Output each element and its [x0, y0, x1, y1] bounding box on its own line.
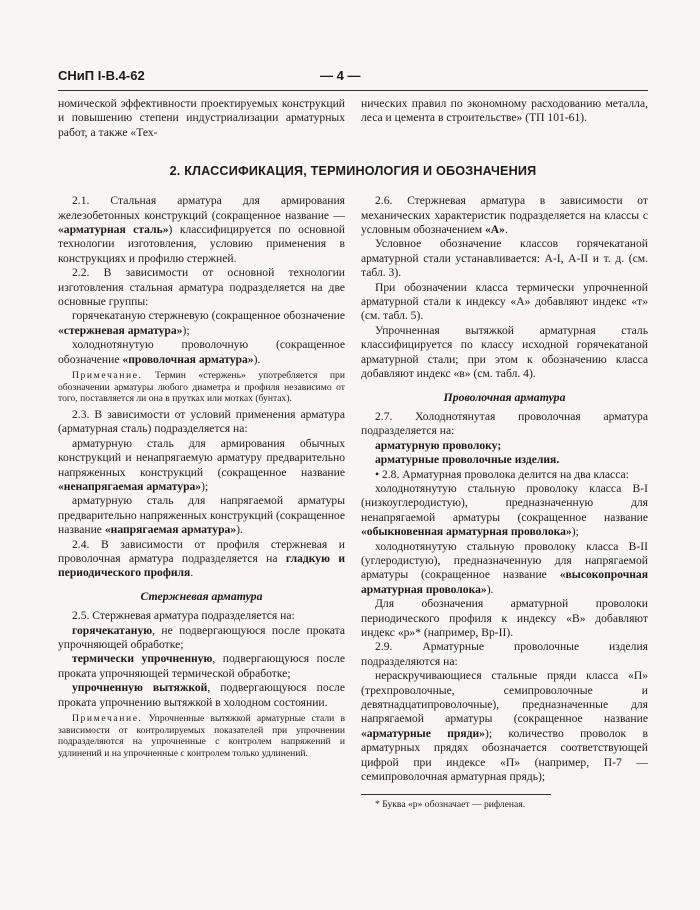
list-item: горячекатаную, не подвергающуюся после проката упрочняющей обработке; [58, 623, 345, 651]
paragraph-text: При обозначении класса термически упрочненной арматурной стали к индексу «А» добавляют индекс «т» (см. табл. 5). [361, 280, 648, 323]
paragraph-2-7: 2.7. Холоднотянутая проволочная арматура подразделяется на: [361, 409, 648, 438]
header-rule [58, 90, 648, 91]
intro-left-text: номической эффективности проектируемых конструкций и повышению степени индустриализации арматурных работ, а также «Тех- [58, 97, 345, 139]
paragraph-2-3: 2.3. В зависимости от условий применения арматура (арматурная сталь) подразделяется на: [58, 407, 345, 436]
note-2: Примечание. Упрочненные вытяжкой арматурные стали в зависимости от контролируемых показателей при упрочнении подразделяются на упрочненные с контролем напряжений и удлинений и на упрочненные с контролем только удлинений. [58, 713, 345, 759]
right-column [361, 194, 648, 811]
list-item: арматурную сталь для армирования обычных конструкций и ненапрягаемую арматуру предварительно напряженных конструкций (сокращенное название «ненапрягаемая арматура»); [58, 436, 345, 493]
intro-columns [58, 97, 648, 140]
footnote: * Буква «р» обозначает — рифленая. [375, 799, 526, 811]
note-1: Примечание. Термин «стержень» употребляется при обозначении арматуры любого диаметра и профиля независимо от того, поставляется ли она в прутках или мотках (бунтах). [58, 370, 345, 405]
intro-right-text: нических правил по экономному расходованию металла, леса и цемента в строительстве» (ТП 101-61). [361, 97, 648, 125]
paragraph-text: Условное обозначение классов горячекатаной арматурной стали устанавливается: А-I, А-II и т. д. (см. табл. 3). [361, 237, 648, 280]
list-item: холоднотянутую проволочную (сокращенное обозначение «проволочная арматура»). [58, 338, 345, 366]
left-column [58, 194, 345, 811]
list-item: арматурные проволочные изделия. [375, 453, 560, 467]
paragraph-text: Упрочненная вытяжкой арматурная сталь классифицируется по классу исходной горячекатаной арматурной стали; при этом к обозначению класса добавляют индекс «в» (см. табл. 4). [361, 323, 648, 381]
paragraph-2-8: • 2.8. Арматурная проволока делится на два класса: [375, 467, 629, 481]
paragraph-text: Для обозначения арматурной проволоки периодического профиля к индексу «В» добавляют индекс «р»* (например, Вр-II). [361, 597, 648, 639]
document-page [58, 68, 648, 811]
list-item: нераскручивающиеся стальные пряди класса «П» (трехпроволочные, семипроволочные и девятнадцатипроволочные), предназначенные для напрягаемой арматуры (сокращенное название «арматурные пряди»); количество проволок в арматурных прядях обозначается соответствующей цифрой при индексе «П» (например, П-7 — семипроволочная арматурная прядь); [361, 669, 648, 784]
list-item: арматурную сталь для напрягаемой арматуры предварительно напряженных конструкций (сокращенное название «напрягаемая арматура»). [58, 494, 345, 537]
page-number: — 4 — [320, 68, 361, 83]
page-header [58, 68, 648, 90]
section-title: 2. КЛАССИФИКАЦИЯ, ТЕРМИНОЛОГИЯ И ОБОЗНАЧЕНИЯ [169, 164, 537, 179]
paragraph-2-1: 2.1. Стальная арматура для армирования железобетонных конструкций (сокращенное название — «арматурная сталь») классифицируется по основной технологии изготовления, условию применения в конструкциях и профилю стержней. [58, 194, 345, 265]
paragraph-2-5: 2.5. Стержневая арматура подразделяется на: [72, 609, 295, 623]
document-code: СНиП I-В.4-62 [58, 68, 145, 83]
list-item: холоднотянутую стальную проволоку класса В-I (низкоуглеродистую), предназначенную для ненапрягаемой арматуры (сокращенное название «обыкновенная арматурная проволока»); [361, 481, 648, 539]
subheading-wire-reinforcement: Проволочная арматура [443, 389, 566, 404]
list-item: холоднотянутую стальную проволоку класса В-II (углеродистую), предназначенную для напрягаемой арматуры (сокращенное название «высокопрочная арматурная проволока»). [361, 539, 648, 596]
paragraph-2-9: 2.9. Арматурные проволочные изделия подразделяются на: [361, 640, 648, 668]
list-item: термически упрочненную, подвергающуюся после проката упрочняющей термической обработке; [58, 652, 345, 680]
subheading-rod-reinforcement: Стержневая арматура [140, 588, 263, 603]
paragraph-2-4: 2.4. В зависимости от профиля стержневая и проволочная арматура подразделяется на гладкую и периодического профиля. [58, 537, 345, 580]
list-item: арматурную проволоку; [375, 438, 502, 452]
body-columns [58, 194, 648, 811]
list-item: упрочненную вытяжкой, подвергающуюся после проката упрочнению вытяжкой в холодном состоянии. [58, 681, 345, 709]
list-item: горячекатаную стержневую (сокращенное обозначение «стержневая арматура»); [58, 309, 345, 337]
paragraph-2-6: 2.6. Стержневая арматура в зависимости от механических характеристик подразделяется на классы с условным обозначением «А». [361, 194, 648, 237]
paragraph-2-2: 2.2. В зависимости от основной технологии изготовления стальная арматура подразделяется на две основные группы: [58, 266, 345, 309]
footnote-rule [361, 794, 551, 795]
